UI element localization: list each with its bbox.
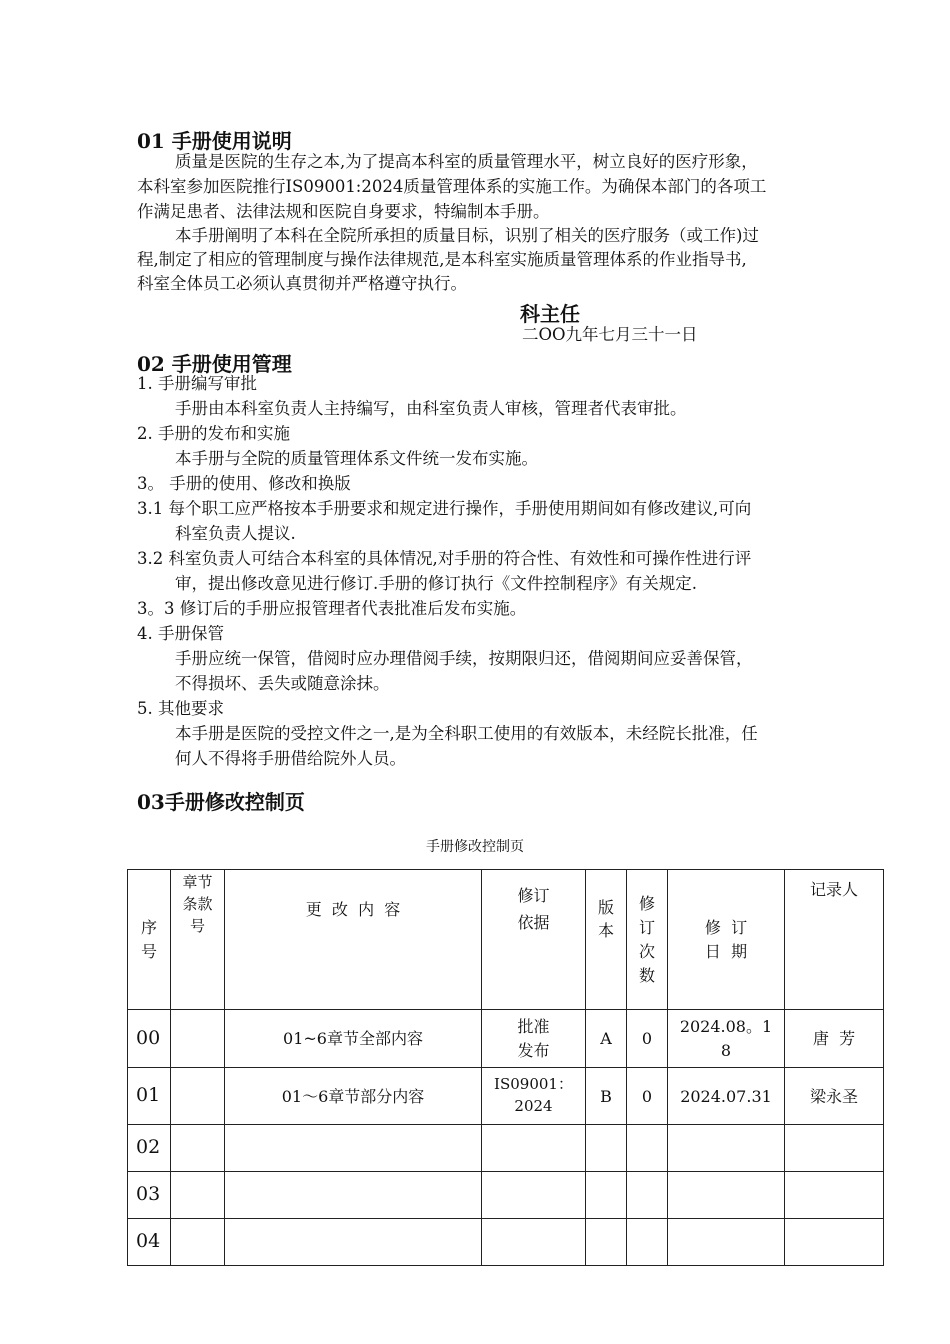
cell-times: 0 (627, 1010, 668, 1068)
section-03-title: 03手册修改控制页 (137, 790, 305, 814)
s02-text-5-cont: 何人不得将手册借给院外人员。 (175, 749, 406, 768)
s02-item-1: 1. 手册编写审批 (137, 374, 257, 393)
s01-line-1: 质量是医院的生存之本,为了提高本科室的质量管理水平，树立良好的医疗形象， (175, 152, 758, 171)
cell-version (586, 1172, 627, 1219)
section-02-title: 02 手册使用管理 (137, 352, 292, 376)
signature-date: 二OO九年七月三十一日 (522, 325, 698, 344)
s02-item-3: 3。 手册的使用、修改和换版 (137, 474, 351, 493)
header-clause: 章节 条款 号 (171, 870, 225, 1010)
cell-basis: IS09001： 2024 (482, 1068, 586, 1125)
s02-item-3-1-cont: 科室负责人提议. (175, 524, 296, 543)
cell-recorder (785, 1125, 884, 1172)
cell-seq: 03 (128, 1172, 171, 1219)
s01-line-2: 本科室参加医院推行IS09001:2024质量管理体系的实施工作。为确保本部门的各项工 (137, 177, 767, 196)
revision-control-table (127, 869, 884, 1266)
cell-version (586, 1125, 627, 1172)
cell-times (627, 1125, 668, 1172)
table-row (128, 1219, 884, 1266)
s02-item-3-3: 3。3 修订后的手册应报管理者代表批准后发布实施。 (137, 599, 527, 618)
cell-date: 2024.07.31 (668, 1068, 785, 1125)
header-times: 修 订 次 数 (627, 870, 668, 1010)
s01-line-4: 本手册阐明了本科在全院所承担的质量目标，识别了相关的医疗服务（或工作)过 (175, 226, 759, 245)
s01-line-6: 科室全体员工必须认真贯彻并严格遵守执行。 (137, 274, 467, 293)
s02-item-5: 5. 其他要求 (137, 699, 224, 718)
cell-content (225, 1125, 482, 1172)
cell-seq: 04 (128, 1219, 171, 1266)
signature-role: 科主任 (520, 302, 580, 326)
cell-recorder (785, 1172, 884, 1219)
cell-content (225, 1172, 482, 1219)
cell-seq: 01 (128, 1068, 171, 1125)
cell-recorder: 唐 芳 (785, 1010, 884, 1068)
table-row (128, 1068, 884, 1125)
s02-text-2: 本手册与全院的质量管理体系文件统一发布实施。 (175, 449, 538, 468)
header-date: 修 订 日 期 (668, 870, 785, 1010)
header-basis: 修订 依据 (482, 870, 586, 1010)
header-recorder: 记录人 (785, 870, 884, 1010)
cell-date (668, 1219, 785, 1266)
header-seq: 序 号 (128, 870, 171, 1010)
cell-recorder: 梁永圣 (785, 1068, 884, 1125)
cell-version: B (586, 1068, 627, 1125)
cell-clause (171, 1010, 225, 1068)
header-version: 版 本 (586, 870, 627, 1010)
cell-basis (482, 1125, 586, 1172)
header-content: 更 改 内 容 (225, 870, 482, 1010)
cell-seq: 02 (128, 1125, 171, 1172)
cell-date: 2024.08。1 8 (668, 1010, 785, 1068)
cell-basis (482, 1219, 586, 1266)
s02-item-3-1: 3.1 每个职工应严格按本手册要求和规定进行操作，手册使用期间如有修改建议,可向 (137, 499, 752, 518)
s02-text-1: 手册由本科室负责人主持编写，由科室负责人审核，管理者代表审批。 (175, 399, 687, 418)
cell-seq: 00 (128, 1010, 171, 1068)
s02-text-4: 手册应统一保管，借阅时应办理借阅手续，按期限归还，借阅期间应妥善保管， (175, 649, 753, 668)
cell-clause (171, 1172, 225, 1219)
s02-item-4: 4. 手册保管 (137, 624, 224, 643)
cell-version: A (586, 1010, 627, 1068)
s02-item-2: 2. 手册的发布和实施 (137, 424, 290, 443)
s02-text-4-cont: 不得损坏、丢失或随意涂抹。 (175, 674, 390, 693)
s02-text-5: 本手册是医院的受控文件之一,是为全科职工使用的有效版本，未经院长批准，任 (175, 724, 758, 743)
cell-times: 0 (627, 1068, 668, 1125)
s01-line-5: 程,制定了相应的管理制度与操作法律规范,是本科室实施质量管理体系的作业指导书, (137, 250, 747, 269)
cell-version (586, 1219, 627, 1266)
table-caption: 手册修改控制页 (426, 839, 524, 855)
cell-date (668, 1172, 785, 1219)
table-header-row (128, 870, 884, 1010)
cell-basis (482, 1172, 586, 1219)
table-row (128, 1125, 884, 1172)
cell-recorder (785, 1219, 884, 1266)
cell-content (225, 1219, 482, 1266)
section-01-title: 01 手册使用说明 (137, 129, 292, 153)
cell-content: 01～6章节部分内容 (225, 1068, 482, 1125)
s02-item-3-2-cont: 审，提出修改意见进行修订.手册的修订执行《文件控制程序》有关规定. (175, 574, 697, 593)
cell-times (627, 1219, 668, 1266)
s02-item-3-2: 3.2 科室负责人可结合本科室的具体情况,对手册的符合性、有效性和可操作性进行评 (137, 549, 752, 568)
cell-date (668, 1125, 785, 1172)
cell-content: 01~6章节全部内容 (225, 1010, 482, 1068)
s01-line-3: 作满足患者、法律法规和医院自身要求，特编制本手册。 (137, 202, 550, 221)
cell-clause (171, 1125, 225, 1172)
cell-clause (171, 1068, 225, 1125)
table-row (128, 1010, 884, 1068)
cell-times (627, 1172, 668, 1219)
table-row (128, 1172, 884, 1219)
cell-basis: 批准 发布 (482, 1010, 586, 1068)
cell-clause (171, 1219, 225, 1266)
